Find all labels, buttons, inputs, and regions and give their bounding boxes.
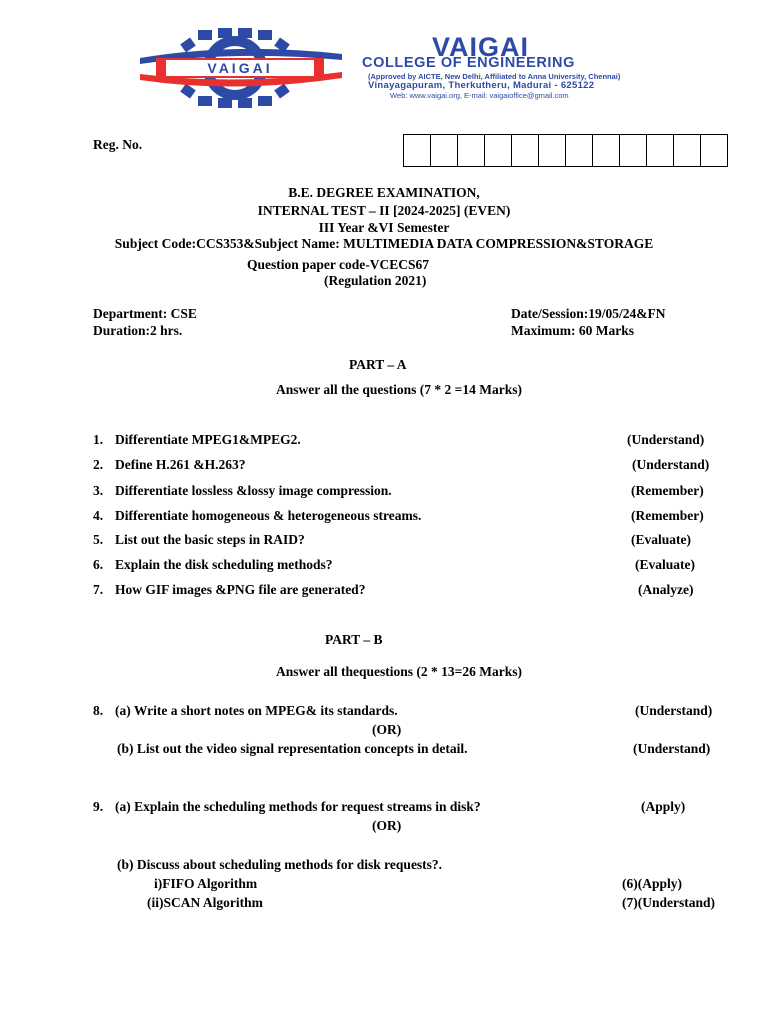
question-level: (Evaluate) <box>635 557 695 572</box>
question-level: (Evaluate) <box>631 532 691 547</box>
question-text: Define H.261 &H.263? <box>115 457 246 472</box>
question-number: 5. <box>93 532 104 547</box>
department: Department: CSE <box>93 306 197 321</box>
question-level: (Remember) <box>631 508 704 523</box>
or-divider: (OR) <box>372 722 402 737</box>
reg-no-box[interactable] <box>512 135 539 166</box>
college-subtitle: COLLEGE OF ENGINEERING <box>362 55 575 71</box>
question-9a <box>93 799 481 815</box>
year-semester: III Year &VI Semester <box>318 220 450 235</box>
degree-title: B.E. DEGREE EXAMINATION, <box>288 185 480 200</box>
web-line: Web: www.vaigai.org, E-mail: vaigaioffice@gmail.com <box>390 91 569 100</box>
approval-line: (Approved by AICTE, New Delhi, Affiliated to Anna University, Chennai) <box>368 72 621 81</box>
reg-no-box[interactable] <box>539 135 566 166</box>
reg-no-box[interactable] <box>620 135 647 166</box>
gear-logo-icon <box>136 28 346 108</box>
address-line: Vinayagapuram, Therkutheru, Madurai - 625122 <box>368 80 595 91</box>
question-number: 6. <box>93 557 104 572</box>
question-8a <box>93 703 398 719</box>
question-number: 2. <box>93 457 104 472</box>
question-text: How GIF images &PNG file are generated? <box>115 582 366 597</box>
question-level: (Analyze) <box>638 582 694 597</box>
question-item <box>93 582 365 598</box>
question-number: 7. <box>93 582 104 597</box>
reg-no-box[interactable] <box>647 135 674 166</box>
part-b-instruction: Answer all thequestions (2 * 13=26 Marks) <box>276 664 522 679</box>
reg-no-box[interactable] <box>431 135 458 166</box>
question-number: 9. <box>93 799 104 814</box>
sub-question: i)FIFO Algorithm <box>154 876 258 891</box>
question-text: (a) Write a short notes on MPEG& its standards. <box>115 703 398 718</box>
reg-no-box[interactable] <box>485 135 512 166</box>
reg-no-label: Reg. No. <box>93 137 143 152</box>
question-number: 4. <box>93 508 104 523</box>
regulation: (Regulation 2021) <box>324 273 427 288</box>
question-number: 1. <box>93 432 104 447</box>
question-item <box>93 557 333 573</box>
question-level: (7)(Understand) <box>622 895 715 910</box>
question-text: Explain the disk scheduling methods? <box>115 557 333 572</box>
part-b-title: PART – B <box>325 632 383 647</box>
question-number: 8. <box>93 703 104 718</box>
reg-no-box[interactable] <box>458 135 485 166</box>
reg-no-box[interactable] <box>593 135 620 166</box>
college-name: VAIGAI <box>432 32 530 62</box>
question-level: (Remember) <box>631 483 704 498</box>
question-item <box>93 508 421 524</box>
logo-text: VAIGAI <box>207 60 273 76</box>
question-text: Differentiate homogeneous & heterogeneous streams. <box>115 508 422 523</box>
reg-no-box[interactable] <box>566 135 593 166</box>
question-text: List out the basic steps in RAID? <box>115 532 305 547</box>
duration: Duration:2 hrs. <box>93 323 183 338</box>
sub-question: (ii)SCAN Algorithm <box>147 895 263 910</box>
question-9b: (b) Discuss about scheduling methods for disk requests?. <box>117 857 443 872</box>
maximum-marks: Maximum: 60 Marks <box>511 323 634 338</box>
question-item <box>93 432 301 448</box>
test-title: INTERNAL TEST – II [2024-2025] (EVEN) <box>257 203 511 218</box>
question-level: (Understand) <box>632 457 710 472</box>
subject-line: Subject Code:CCS353&Subject Name: MULTIMEDIA DATA COMPRESSION&STORAGE <box>114 236 654 251</box>
reg-no-box[interactable] <box>701 135 727 166</box>
or-divider: (OR) <box>372 818 402 833</box>
question-level: (Understand) <box>627 432 705 447</box>
question-level: (Understand) <box>633 741 711 756</box>
college-logo <box>136 28 346 108</box>
paper-code: Question paper code-VCECS67 <box>246 257 429 272</box>
question-text: (a) Explain the scheduling methods for request streams in disk? <box>115 799 481 814</box>
question-8b: (b) List out the video signal representation concepts in detail. <box>117 741 468 756</box>
question-number: 3. <box>93 483 104 498</box>
question-text: Differentiate lossless &lossy image compression. <box>115 483 392 498</box>
question-level: (Understand) <box>635 703 713 718</box>
question-level: (6)(Apply) <box>622 876 682 891</box>
reg-no-box[interactable] <box>404 135 431 166</box>
date-session: Date/Session:19/05/24&FN <box>511 306 666 321</box>
question-level: (Apply) <box>641 799 686 814</box>
question-item <box>93 483 392 499</box>
question-item <box>93 457 246 473</box>
part-a-title: PART – A <box>349 357 407 372</box>
reg-no-boxes[interactable] <box>403 134 728 167</box>
question-item <box>93 532 305 548</box>
reg-no-box[interactable] <box>674 135 701 166</box>
part-a-instruction: Answer all the questions (7 * 2 =14 Marks) <box>276 382 522 397</box>
question-text: Differentiate MPEG1&MPEG2. <box>115 432 301 447</box>
